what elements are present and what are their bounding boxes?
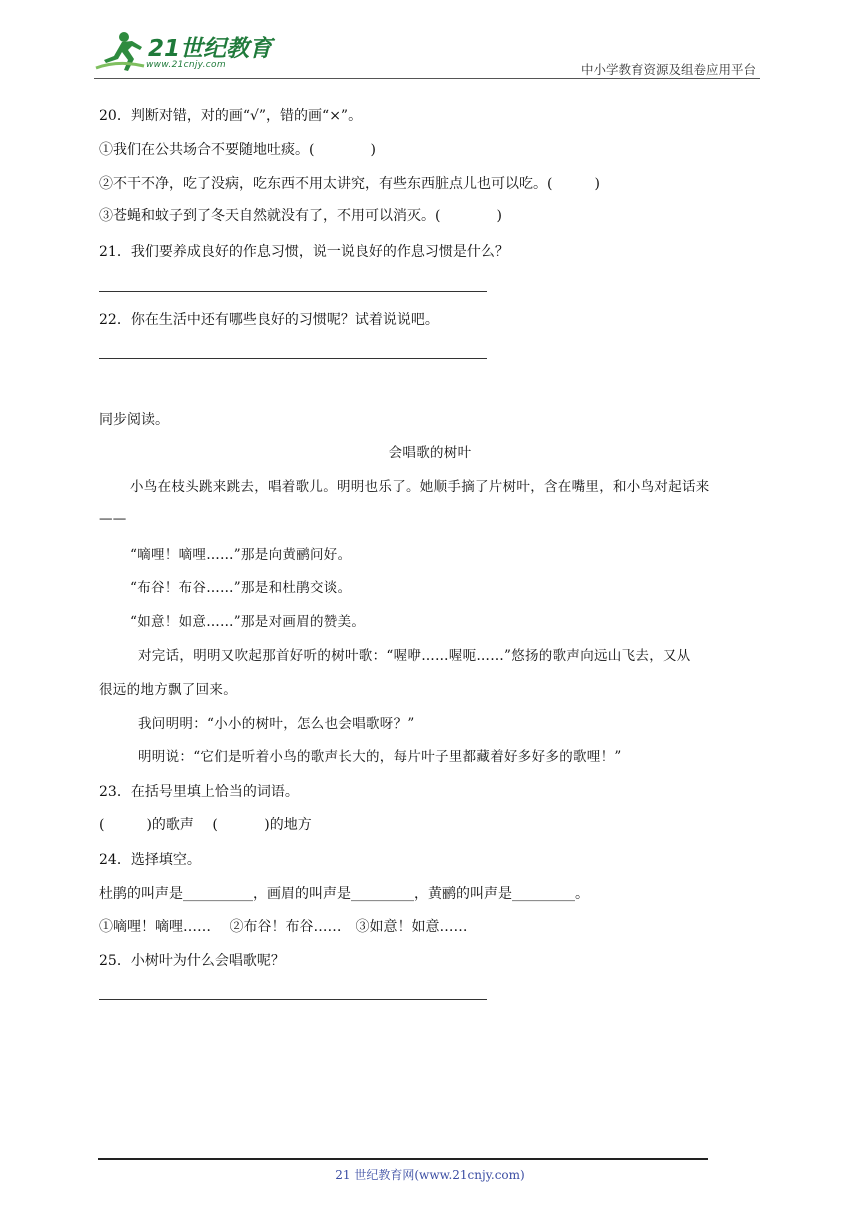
runner-logo-icon — [94, 30, 150, 74]
q20-stem: 20．判断对错，对的画“√”，错的画“×”。 — [99, 108, 363, 124]
q24-stem: 24．选择填空。 — [99, 852, 201, 868]
reading-p7: 明明说：“它们是听着小鸟的歌声长大的，每片叶子里都藏着好多好多的歌哩！” — [138, 749, 622, 765]
q20-item-3: ③苍蝇和蚊子到了冬天自然就没有了，不用可以消灭。( ) — [99, 208, 502, 224]
reading-intro: 同步阅读。 — [99, 412, 169, 428]
reading-p1: 小鸟在枝头跳来跳去，唱着歌儿。明明也乐了。她顺手摘了片树叶，含在嘴里，和小鸟对起话来 — [130, 479, 710, 495]
header-divider — [94, 78, 760, 79]
logo-text: 21世纪教育 — [148, 36, 273, 62]
reading-p5a: 对完话，明明又吹起那首好听的树叶歌：“喔咿……喔呃……”悠扬的歌声向远山飞去，又从 — [138, 648, 691, 664]
q22-answer-line[interactable] — [99, 358, 487, 359]
reading-title: 会唱歌的树叶 — [388, 445, 472, 461]
q23-stem: 23．在括号里填上恰当的词语。 — [99, 784, 299, 800]
reading-p6: 我问明明：“小小的树叶，怎么也会唱歌呀？” — [138, 716, 415, 732]
q20-item-2: ②不干不净，吃了没病，吃东西不用太讲究，有些东西脏点儿也可以吃。( ) — [99, 176, 600, 192]
reading-p5b: 很远的地方飘了回来。 — [99, 682, 237, 698]
reading-p2: “嘀哩！嘀哩……”那是向黄鹂问好。 — [130, 547, 352, 563]
q25-answer-line[interactable] — [99, 999, 487, 1000]
q23-fill-line[interactable]: ( )的歌声 ( )的地方 — [99, 817, 312, 833]
reading-p3: “布谷！布谷……”那是和杜鹃交谈。 — [130, 580, 352, 596]
q20-item-1: ①我们在公共场合不要随地吐痰。( ) — [99, 142, 376, 158]
q21-stem: 21．我们要养成良好的作息习惯，说一说良好的作息习惯是什么？ — [99, 244, 509, 260]
logo-url: www.21cnjy.com — [146, 60, 226, 70]
platform-title: 中小学教育资源及组卷应用平台 — [580, 62, 756, 77]
q24-fill-line[interactable]: 杜鹃的叫声是__________，画眉的叫声是_________，黄鹂的叫声是_________。 — [99, 886, 589, 902]
q24-options: ①嘀哩！嘀哩…… ②布谷！布谷…… ③如意！如意…… — [99, 919, 468, 935]
footer-divider — [98, 1158, 708, 1160]
q21-answer-line[interactable] — [99, 291, 487, 292]
q25-stem: 25．小树叶为什么会唱歌呢？ — [99, 953, 285, 969]
logo — [94, 30, 273, 80]
footer-link[interactable]: 21 世纪教育网(www.21cnjy.com) — [335, 1168, 525, 1182]
reading-p4: “如意！如意……”那是对画眉的赞美。 — [130, 614, 366, 630]
reading-p1-dash: —— — [99, 511, 127, 527]
q22-stem: 22．你在生活中还有哪些良好的习惯呢？试着说说吧。 — [99, 312, 439, 328]
